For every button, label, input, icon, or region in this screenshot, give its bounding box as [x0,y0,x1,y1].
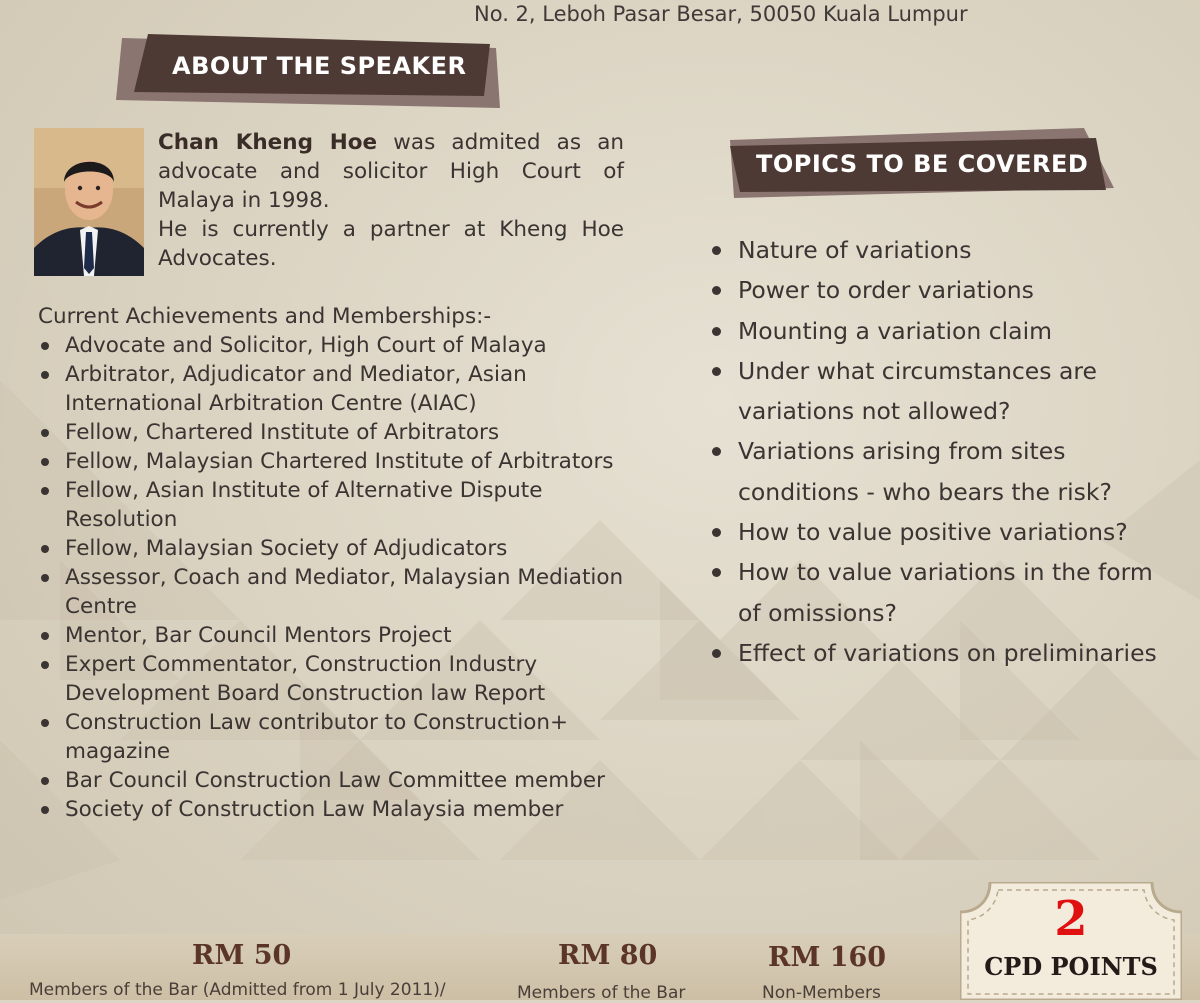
fee-label-members: Members of the Bar [517,983,686,1003]
list-item: Expert Commentator, Construction Industry Development Board Construction law Report [38,650,638,708]
topics-list [710,230,1170,673]
list-item: Fellow, Malaysian Society of Adjudicators [38,534,638,563]
list-item: Assessor, Coach and Mediator, Malaysian Mediation Centre [38,563,638,621]
list-item: Arbitrator, Adjudicator and Mediator, Asian International Arbitration Centre (AIAC) [38,360,638,418]
about-speaker-banner [112,34,504,110]
achievements-list [38,331,638,824]
list-item: Fellow, Asian Institute of Alternative Dispute Resolution [38,476,638,534]
list-item: Fellow, Malaysian Chartered Institute of Arbitrators [38,447,638,476]
speaker-admission: was admited as an advocate and solicitor High Court of Malaya in 1998. [158,130,624,213]
list-item: Society of Construction Law Malaysia member [38,795,638,824]
speaker-bio [158,128,624,273]
achievements-title: Current Achievements and Memberships:- [38,304,492,329]
fee-price-members-new: RM 50 [192,940,292,971]
list-item: Bar Council Construction Law Committee member [38,766,638,795]
list-item: Effect of variations on preliminaries [710,633,1170,673]
fee-label-members-new: Members of the Bar (Admitted from 1 July 2011)/ [29,980,446,1000]
list-item: Nature of variations [710,230,1170,270]
fee-price-members: RM 80 [558,940,658,971]
topics-title: TOPICS TO BE COVERED [756,150,1089,178]
venue-address: No. 2, Leboh Pasar Besar, 50050 Kuala Lumpur [474,2,968,26]
fee-price-non-members: RM 160 [768,942,887,973]
cpd-points-number: 2 [1054,891,1088,947]
cpd-badge [960,882,1182,1000]
list-item: Mounting a variation claim [710,311,1170,351]
list-item: Construction Law contributor to Construction+ magazine [38,708,638,766]
cpd-points-label: CPD POINTS [984,952,1158,981]
speaker-bio-intro [158,128,624,215]
topics-banner [722,128,1116,206]
fee-label-non-members: Non-Members [762,983,881,1003]
list-item: Mentor, Bar Council Mentors Project [38,621,638,650]
speaker-photo [34,128,144,276]
list-item: Power to order variations [710,270,1170,310]
about-speaker-title: ABOUT THE SPEAKER [172,52,467,80]
list-item: Variations arising from sites conditions - who bears the risk? [710,431,1170,512]
list-item: Advocate and Solicitor, High Court of Malaya [38,331,638,360]
speaker-name: Chan Kheng Hoe [158,130,378,155]
speaker-position: He is currently a partner at Kheng Hoe Advocates. [158,217,624,271]
list-item: Fellow, Chartered Institute of Arbitrators [38,418,638,447]
person-portrait-icon [34,128,144,276]
list-item: How to value positive variations? [710,512,1170,552]
list-item: How to value variations in the form of omissions? [710,552,1170,633]
list-item: Under what circumstances are variations not allowed? [710,351,1170,432]
